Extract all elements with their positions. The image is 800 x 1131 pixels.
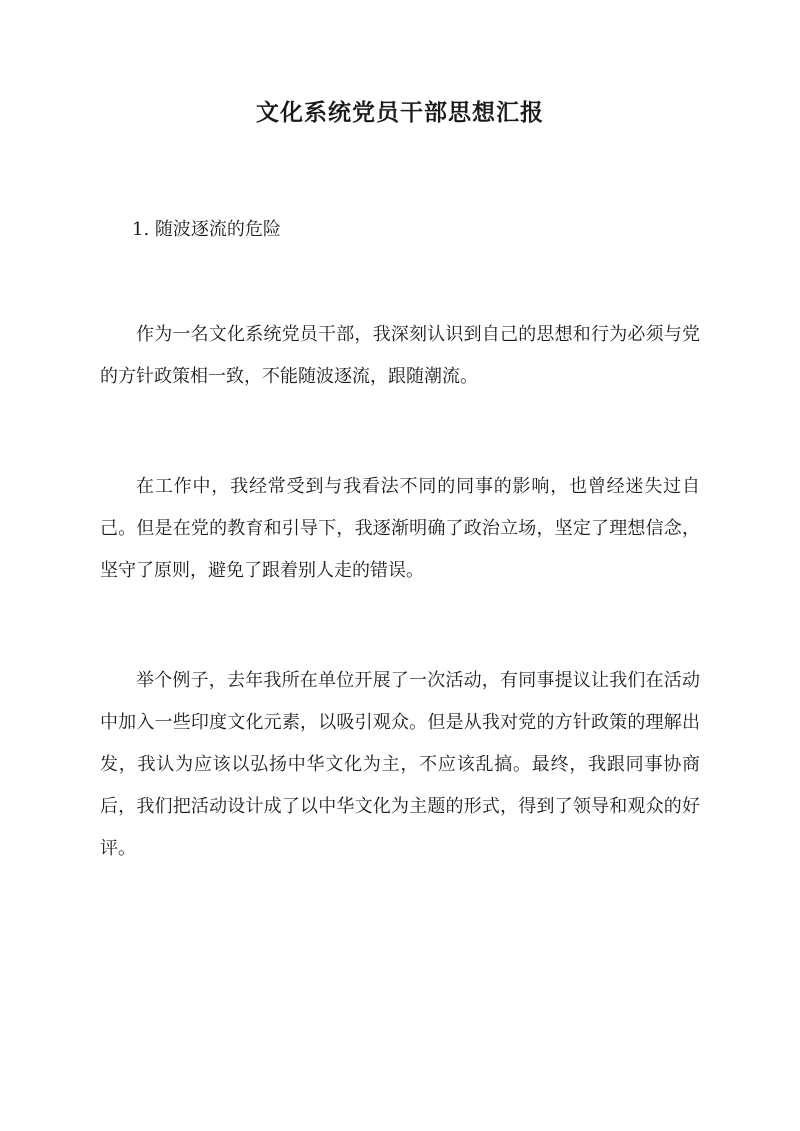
paragraph-2: 在工作中，我经常受到与我看法不同的同事的影响，也曾经迷失过自己。但是在党的教育和引导下，我逐渐明确了政治立场，坚定了理想信念，坚守了原则，避免了跟着别人走的错误。: [100, 476, 700, 581]
paragraph-1: 作为一名文化系统党员干部，我深刻认识到自己的思想和行为必须与党的方针政策相一致，不能随波逐流，跟随潮流。: [100, 324, 700, 387]
paragraph-3: 举个例子，去年我所在单位开展了一次活动，有同事提议让我们在活动中加入一些印度文化元素，以吸引观众。但是从我对党的方针政策的理解出发，我认为应该以弘扬中华文化为主，不应该乱搞。最终，我跟同事协商后，我们把活动设计成了以中华文化为主题的形式，得到了领导和观众的好评。: [100, 670, 700, 859]
section-heading: 1. 随波逐流的危险: [132, 219, 281, 240]
page-title: 文化系统党员干部思想汇报: [256, 99, 544, 126]
